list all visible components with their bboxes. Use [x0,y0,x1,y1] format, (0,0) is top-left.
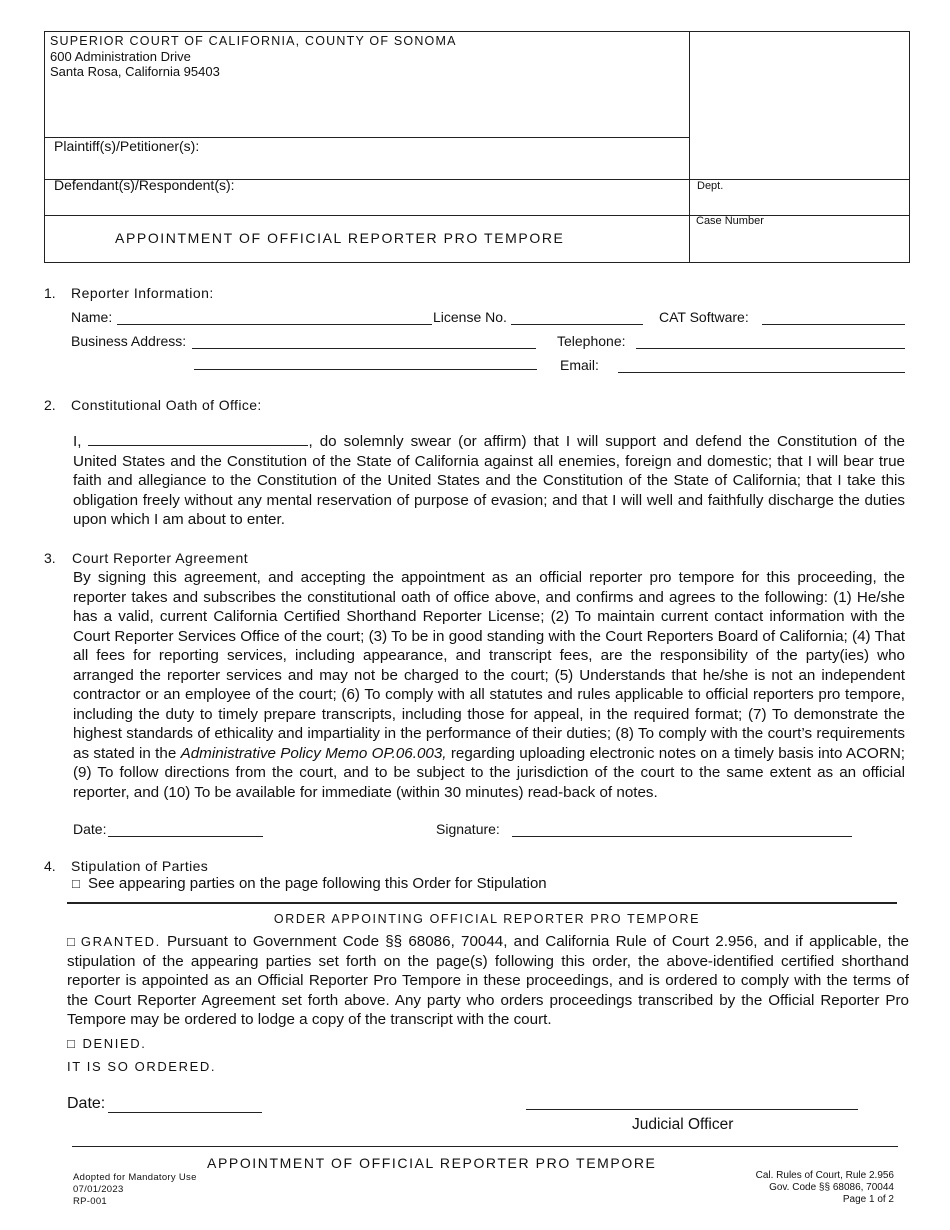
footer-adopted: Adopted for Mandatory Use [73,1172,197,1183]
denied-row[interactable] [67,1036,146,1051]
footer-date: 07/01/2023 [73,1184,124,1195]
agreement-text-after: regarding uploading electronic notes on a timely basis into ACORN; (9) To follow directions from the court, and to be subject to the jurisdiction of the court to the same extent as an official reporter, and (10) To be available for immediate (within 30 minutes) read-back of notes. [73,744,906,801]
caption-divider-vertical [689,31,690,263]
denied-checkbox[interactable]: □ [67,1036,75,1051]
granted-checkbox[interactable]: □ [67,934,77,949]
section4-number: 4. [44,858,56,874]
so-ordered: IT IS SO ORDERED. [67,1059,217,1074]
judicial-officer-signature-field[interactable] [526,1109,858,1110]
order-divider [67,902,897,904]
defendant-label: Defendant(s)/Respondent(s): [54,177,235,193]
footer-page-info: Page 1 of 2 [842,1194,894,1205]
granted-paragraph [67,932,909,1030]
order-date-field[interactable] [108,1112,262,1113]
oath-text: , do solemnly swear (or affirm) that I will support and defend the Constitution of the United States and the Constitution of the State of California against all enemies, foreign and domestic; that I will bear true faith and allegiance to the Constitution of the United States and the Constitution of the State of California; that I take this obligation freely without any mental reservation of purpose of evasion; and that I will well and faithfully discharge the duties upon which I am about to enter. [73,433,905,528]
footer-rule-ref: Cal. Rules of Court, Rule 2.956 [755,1170,894,1181]
granted-label: GRANTED. [80,934,161,949]
agreement-signature-label: Signature: [436,821,500,837]
stipulation-checkbox[interactable]: □ [72,876,80,891]
name-label: Name: [71,309,113,325]
order-date-label: Date: [67,1095,106,1112]
telephone-label: Telephone: [557,333,626,349]
court-name: SUPERIOR COURT OF CALIFORNIA, COUNTY OF SONOMA [50,34,457,48]
agreement-text-before: By signing this agreement, and accepting the appointment as an official reporter pro tempore for this proceeding, the reporter takes and subscribes the constitutional oath of office above, and confirms and agrees to the following: (1) He/she has a valid, current California Certified Shorthand Reporter License; (2) To maintain current contact information with the Court Reporter Services Office of the court; (3) To be in good standing with the Court Reporters Board of California; (4) That all fees for reporting services, including appearance, and transcript fees, are the responsibility of the party(ies) who arranged the reporter services and may not be charged to the court; (5) Understands that he/she is not an independent contractor or an employee of the court; (6) To comply with all statutes and rules applicable to official reporters pro tempore, including the duty to timely prepare transcripts, including those for appeal, in the required format; (7) To demonstrate the highest standards of ethicality and impartiality in the performance of their duties; (8) To comply with the court’s requirements as stated in the [73,569,905,762]
section3-title: Court Reporter Agreement [72,550,249,566]
judicial-officer-label: Judicial Officer [632,1116,734,1133]
section1-title: Reporter Information: [71,285,214,301]
footer-title: APPOINTMENT OF OFFICIAL REPORTER PRO TEMPORE [207,1155,657,1171]
section2-number: 2. [44,397,56,413]
agreement-signature-field[interactable] [512,836,852,837]
caption-divider-title [44,215,910,216]
name-field[interactable] [117,324,432,325]
license-label: License No. [433,309,507,325]
oath-name-field[interactable] [88,432,308,446]
email-label: Email: [560,357,599,373]
stipulation-row[interactable] [72,875,547,892]
oath-prefix: I, [73,433,82,450]
section3-number: 3. [44,550,56,566]
section4-title: Stipulation of Parties [71,858,209,874]
footer-divider [72,1146,898,1147]
business-address-label: Business Address: [71,333,187,349]
footer-form-id: RP-001 [73,1196,108,1207]
agreement-date-field[interactable] [108,836,263,837]
court-address-line2: Santa Rosa, California 95403 [50,64,220,79]
dept-label: Dept. [697,180,724,192]
granted-text: Pursuant to Government Code §§ 68086, 70044, and California Rule of Court 2.956, and if applicable, the stipulation of the appearing parties set forth on the page(s) following this order, the above-identified certified shorthand reporter is appointed as an Official Reporter Pro Tempore in these proceedings, and is ordered to comply with the terms of the Court Reporter Agreement set forth above. Any party who orders proceedings transcribed by the Official Reporter Pro Tempore may be ordered to lodge a copy of the transcript with the court. [67,933,910,1028]
agreement-memo-reference: Administrative Policy Memo OP.06.003, [180,744,447,762]
case-number-label: Case Number [696,215,764,227]
email-field[interactable] [618,372,905,373]
business-address-field[interactable] [192,348,536,349]
cat-software-field[interactable] [762,324,905,325]
agreement-paragraph [73,568,905,802]
form-title: APPOINTMENT OF OFFICIAL REPORTER PRO TEMPORE [115,230,565,246]
plaintiff-label: Plaintiff(s)/Petitioner(s): [54,138,200,154]
section2-title: Constitutional Oath of Office: [71,397,262,413]
cat-software-label: CAT Software: [659,309,749,325]
oath-paragraph [73,432,905,530]
order-title: ORDER APPOINTING OFFICIAL REPORTER PRO TEMPORE [273,912,701,926]
stipulation-label: See appearing parties on the page following this Order for Stipulation [88,875,547,892]
footer-gov-code: Gov. Code §§ 68086, 70044 [769,1182,894,1193]
denied-label: DENIED. [82,1036,147,1051]
section1-number: 1. [44,285,56,301]
business-address-field-line2[interactable] [194,369,537,370]
court-address-line1: 600 Administration Drive [50,49,191,64]
telephone-field[interactable] [636,348,905,349]
license-field[interactable] [511,324,643,325]
agreement-date-label: Date: [73,821,107,837]
